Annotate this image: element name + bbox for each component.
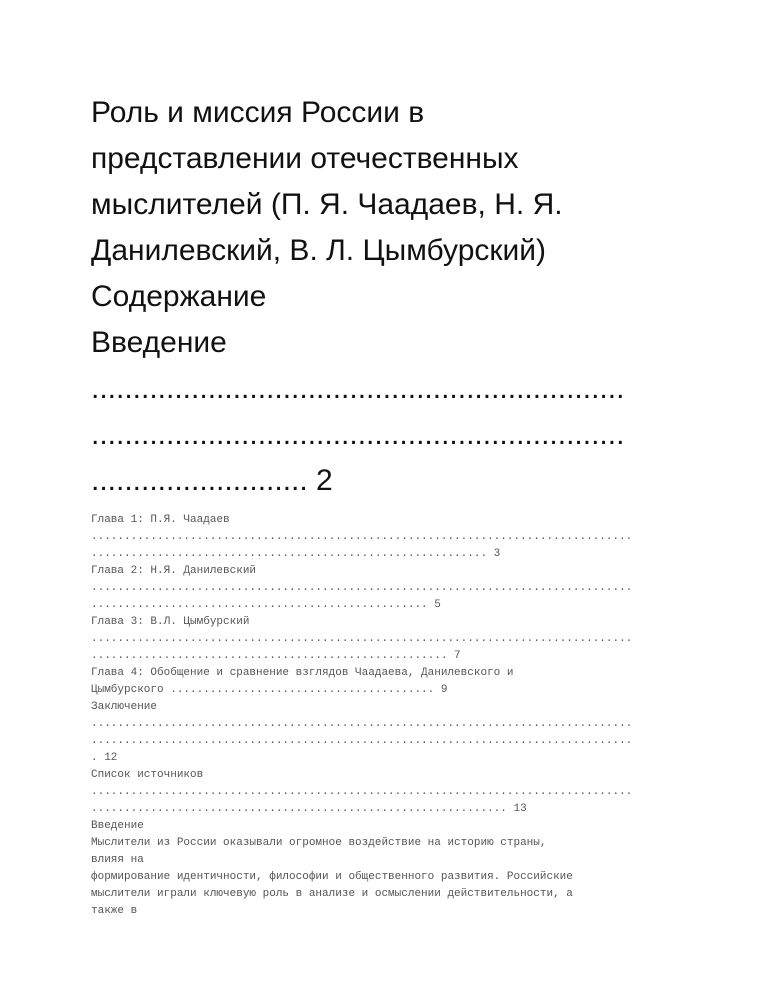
toc-line: Глава 3: В.Л. Цымбурский: [91, 616, 250, 628]
toc-line: Глава 4: Обобщение и сравнение взглядов Чаадаева, Данилевского и: [91, 667, 514, 679]
body-line: мыслители играли ключевую роль в анализе и осмыслении действительности, а: [91, 888, 573, 900]
toc-line: ................................................... 5: [91, 599, 441, 611]
body-line: Мыслители из России оказывали огромное воздействие на историю страны,: [91, 837, 547, 849]
toc-line: ..................................................................................: [91, 735, 633, 747]
toc-line: Цымбурского ........................................ 9: [91, 684, 448, 696]
toc-line: ..................................................................................: [91, 633, 633, 645]
intro-entry-dots: ................................................................: [91, 372, 625, 405]
intro-entry-dots: ................................................................: [91, 418, 625, 451]
toc-line: Глава 2: Н.Я. Данилевский: [91, 565, 257, 577]
toc-line: ............................................................ 3: [91, 548, 501, 560]
intro-entry-label: Введение: [91, 326, 227, 359]
body-line: формирование идентичности, философии и общественного развития. Российские: [91, 871, 573, 883]
toc-line: ............................................................... 13: [91, 803, 527, 815]
body-line: влияя на: [91, 854, 144, 866]
contents-heading: Содержание: [91, 280, 267, 313]
body-text: [91, 818, 678, 920]
title-line: Роль и миссия России в: [91, 96, 425, 129]
toc-line: Глава 1: П.Я. Чаадаев: [91, 514, 230, 526]
body-line: также в: [91, 905, 138, 917]
toc-line: ..................................................................................: [91, 531, 633, 543]
toc-line: ..................................................................................: [91, 718, 633, 730]
table-of-contents: [91, 512, 678, 818]
body-line: Введение: [91, 820, 144, 832]
toc-line: Заключение: [91, 701, 158, 713]
toc-line: . 12: [91, 752, 118, 764]
intro-entry-page: .......................... 2: [91, 464, 333, 497]
toc-line: Список источников: [91, 769, 204, 781]
document-title: [91, 90, 678, 504]
title-line: мыслителей (П. Я. Чаадаев, Н. Я.: [91, 188, 563, 221]
toc-line: ..................................................................................: [91, 582, 633, 594]
title-line: представлении отечественных: [91, 142, 519, 175]
title-line: Данилевский, В. Л. Цымбурский): [91, 234, 547, 267]
toc-line: ...................................................... 7: [91, 650, 461, 662]
toc-line: ..................................................................................: [91, 786, 633, 798]
